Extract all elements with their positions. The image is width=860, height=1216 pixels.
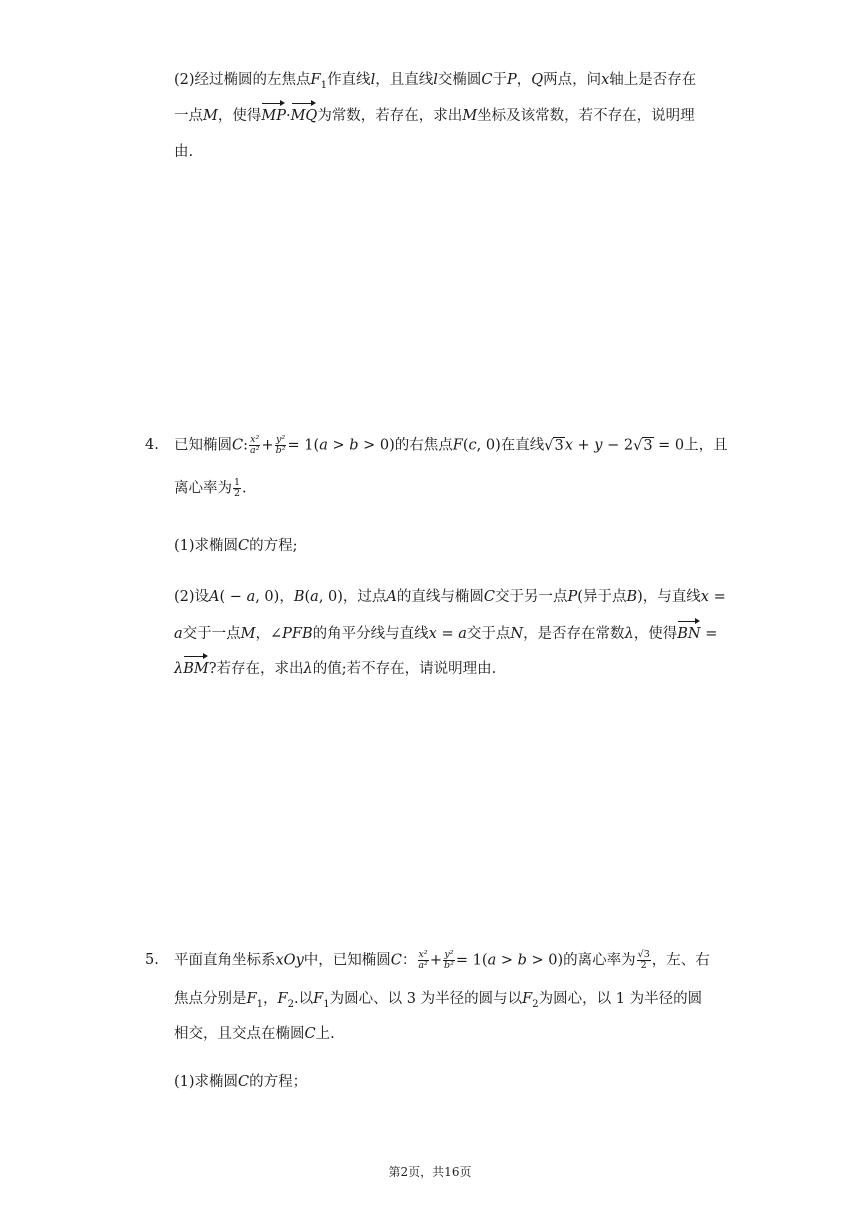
q5-part1: (1)求椭圆C的方程； — [174, 1074, 308, 1090]
page-footer: 第2页，共16页 — [388, 1165, 472, 1179]
q5-line1: 平面直角坐标系xOy中，已知椭圆C： $\frac{\text{x²}}{\text{a²}}$ + $\frac{\text{y²}}{\text{b²}}$ = 1(a > b > 0)的离心率为 $\frac{√3}{2}$ ，左、右 — [174, 949, 710, 971]
q4-part2-line2: a交于一点M，∠PFB的角平分线与直线x = a交于点N，是否存在常数λ，使得BN = — [174, 626, 718, 642]
fraction-x2-a2: $\frac{\text{x²}}{\text{a²}}$ — [250, 434, 260, 456]
vector-bm: BM — [183, 661, 209, 677]
fraction-y2-b2-q5: $\frac{\text{y²}}{\text{b²}}$ — [444, 949, 454, 971]
q4-line1: 已知椭圆C: $\frac{\text{x²}}{\text{a²}}$ + $\frac{\text{y²}}{\text{b²}}$ = 1(a > b > 0)的右焦点F(c, 0)在直线√3x + y − 2√3 = 0上，且 — [174, 434, 728, 456]
q4-number: 4. — [145, 437, 159, 453]
q4-line2: 离心率为 $\frac{1}{2}$ . — [174, 477, 247, 499]
q5-line3: 相交，且交点在椭圆C上. — [174, 1026, 335, 1042]
fraction-one-half: $\frac{1}{2}$ — [234, 477, 241, 499]
q5-number: 5. — [145, 952, 159, 968]
fraction-x2-a2-q5: $\frac{\text{x²}}{\text{a²}}$ — [418, 949, 428, 971]
sqrt-3b: √3 — [633, 437, 653, 454]
vector-bn: BN — [677, 626, 701, 642]
q3-part2-line3: 由. — [174, 144, 194, 160]
fraction-y2-b2: $\frac{\text{y²}}{\text{b²}}$ — [275, 434, 286, 456]
sqrt-3: √3 — [544, 437, 564, 454]
fraction-sqrt3-over-2: $\frac{√3}{2}$ — [637, 949, 650, 971]
q5-line2: 焦点分别是$F_1$，$F_2$.以$F_1$为圆心、以 3 为半径的圆与以$F_2$为圆心，以 1 为半径的圆 — [174, 991, 703, 1010]
q3-part2-line2: 一点M，使得MP·MQ为常数，若存在，求出M坐标及该常数，若不存在，说明理 — [174, 108, 695, 124]
vector-mq: MQ — [290, 108, 318, 124]
q3-part2-line1: (2)经过椭圆的左焦点$F_1$作直线l，且直线l交椭圆C于P，Q两点，问x轴上是否存在 — [174, 72, 697, 91]
q4-part1: (1)求椭圆C的方程; — [174, 538, 298, 554]
q4-part2-line1: (2)设A( − a, 0)，B(a, 0)，过点A的直线与椭圆C交于另一点P(异于点B)，与直线x = — [174, 589, 726, 605]
q4-part2-line3: λBM?若存在，求出λ的值;若不存在，请说明理由. — [174, 661, 497, 677]
vector-mp: MP — [261, 108, 286, 124]
